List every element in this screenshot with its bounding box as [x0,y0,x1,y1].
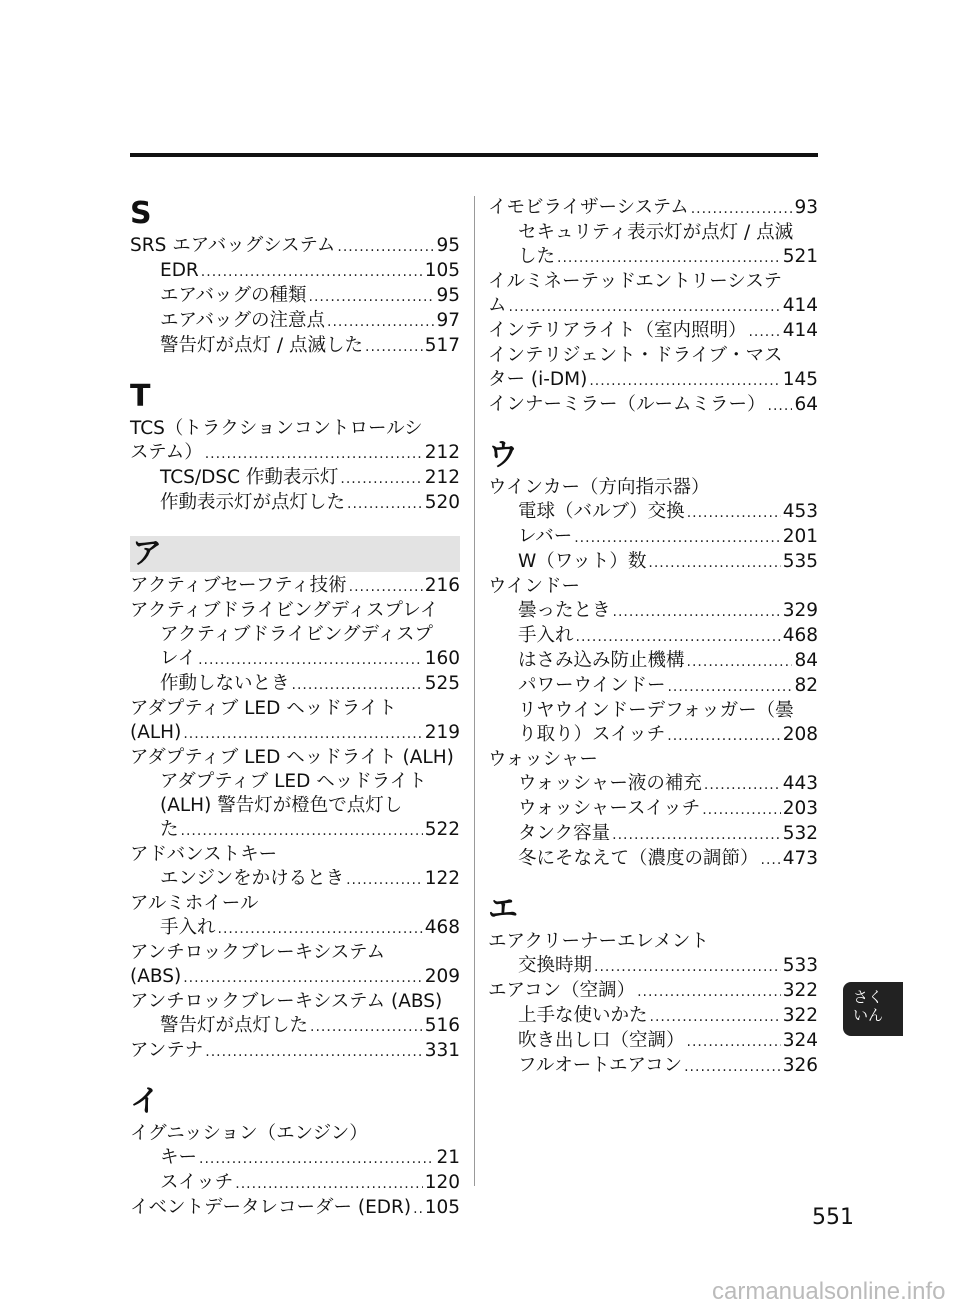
leader-dots [574,526,780,550]
entry-term: キー [160,1147,198,1168]
index-entry[interactable] [488,221,818,245]
watermark: carmanualsonline.info [712,1278,946,1305]
index-entry[interactable] [488,270,818,294]
leader-dots [761,848,781,872]
entry-page: 105 [424,260,460,281]
leader-dots [205,1040,422,1064]
leader-dots [292,673,423,697]
index-entry[interactable] [130,334,460,359]
entry-term: アルミホイール [130,893,259,914]
entry-page: 82 [794,675,818,696]
leader-dots [413,1197,423,1221]
index-entry[interactable] [130,965,460,990]
index-entry[interactable] [488,599,818,624]
index-entry[interactable] [488,245,818,270]
entry-term: インナーミラー（ルームミラー） [488,394,766,415]
entry-term: イルミネーテッドエントリーシステ [488,271,782,292]
entry-page: 105 [424,1197,460,1218]
index-entry[interactable] [130,1039,460,1064]
entry-term: (ALH) 警告灯が橙色で点灯し [160,795,403,816]
entry-term: 電球（バルブ）交換 [518,501,685,522]
index-entry[interactable] [488,294,818,319]
entry-term: レバー [518,526,573,547]
entry-term: ター (i-DM) [488,369,588,390]
entry-page: 517 [424,335,460,356]
index-entry[interactable] [130,599,460,623]
leader-dots [198,648,423,672]
top-rule [130,153,818,157]
column-divider [474,196,475,1186]
index-entry[interactable] [130,1014,460,1039]
leader-dots [612,823,781,847]
index-entry[interactable] [488,674,818,699]
entry-term: アドバンストキー [130,844,278,865]
leader-dots [218,917,423,941]
entry-page: 532 [782,823,818,844]
index-entry[interactable] [488,344,818,368]
entry-page: 216 [424,575,460,596]
leader-dots [687,1030,781,1054]
index-entry[interactable] [130,892,460,916]
entry-page: 95 [436,285,460,306]
entry-page: 97 [436,310,460,331]
leader-dots [684,1055,781,1079]
entry-page: 219 [424,722,460,743]
leader-dots [748,320,780,344]
entry-term: アンテナ [130,1040,204,1061]
entry-page: 145 [782,369,818,390]
index-entry[interactable] [130,284,460,309]
entry-page: 120 [424,1172,460,1193]
entry-page: 95 [436,235,460,256]
index-entry[interactable] [130,491,460,516]
entry-term: エンジンをかけるとき [160,868,345,889]
entry-term: アクティブドライビングディスプ [160,624,434,645]
leader-dots [340,467,422,491]
index-entry[interactable] [488,393,818,418]
entry-term: SRS エアバッグシステム [130,235,336,256]
leader-dots [687,501,781,525]
entry-term: レイ [160,648,197,669]
index-section [130,379,460,516]
entry-term: アンチロックブレーキシステム (ABS) [130,991,443,1012]
index-entry[interactable] [488,1004,818,1029]
entry-page: 212 [424,467,460,488]
entry-term: アクティブドライビングディスプレイ [130,600,439,621]
leader-dots [181,819,423,843]
index-entry[interactable] [488,575,818,599]
entry-term: 曇ったとき [518,600,611,621]
index-entry[interactable] [130,916,460,941]
entry-page: 535 [782,551,818,572]
index-entry[interactable] [488,847,818,872]
index-entry[interactable] [130,441,460,466]
index-entry[interactable] [130,1171,460,1196]
entry-term: 吹き出し口（空調） [518,1030,685,1051]
leader-dots [768,394,793,418]
index-entry[interactable] [130,941,460,965]
index-entry[interactable] [488,319,818,344]
entry-term: アクティブセーフティ技術 [130,575,347,596]
entry-term: インテリアライト（室内照明） [488,320,747,341]
section-heading: S [130,196,152,231]
entry-term: 手入れ [518,625,574,646]
index-entry[interactable] [130,623,460,647]
index-entry[interactable] [488,979,818,1004]
leader-dots [346,868,423,892]
leader-dots [687,650,793,674]
leader-dots [637,980,781,1004]
entry-term: パワーウインドー [518,675,666,696]
index-entry[interactable] [488,930,818,954]
index-entry[interactable] [130,721,460,746]
leader-dots [594,955,781,979]
entry-term: フルオートエアコン [518,1055,683,1076]
entry-term: エアバッグの種類 [160,285,307,306]
entry-term: 冬にそなえて（濃度の調節） [518,848,759,869]
entry-page: 522 [424,819,460,840]
entry-page: 521 [782,246,818,267]
index-entry[interactable] [130,672,460,697]
index-entry[interactable] [488,550,818,575]
entry-term: ステム） [130,442,203,463]
index-entry[interactable] [488,1054,818,1079]
entry-page: 414 [782,295,818,316]
leader-dots [205,442,423,466]
entry-page: 414 [782,320,818,341]
entry-page: 201 [782,526,818,547]
entry-page: 326 [782,1055,818,1076]
entry-term: エアクリーナーエレメント [488,931,709,952]
entry-page: 329 [782,600,818,621]
leader-dots [576,625,781,649]
entry-page: 93 [794,197,818,218]
entry-page: 525 [424,673,460,694]
entry-page: 468 [424,917,460,938]
entry-page: 209 [424,966,460,987]
entry-term: リヤウインドーデフォッガー（曇 [518,700,794,721]
index-entry[interactable] [488,196,818,221]
index-entry[interactable] [130,309,460,334]
section-heading: イ [130,1084,160,1119]
index-column-left [130,196,460,1241]
entry-term: アダプティブ LED ヘッドライト [160,771,427,792]
index-section [488,438,818,872]
entry-term: 交換時期 [518,955,593,976]
leader-dots [327,310,434,334]
entry-page: 64 [794,394,818,415]
entry-page: 160 [424,648,460,669]
entry-page: 84 [794,650,818,671]
entry-term: た [160,819,179,840]
index-entry[interactable] [130,234,460,259]
entry-term: 作動表示灯が点灯した [160,492,346,513]
index-entry[interactable] [130,1122,460,1146]
index-section [130,536,460,1064]
entry-term: スイッチ [160,1172,234,1193]
entry-term: イモビライザーシステム [488,197,689,218]
entry-term: 上手な使いかた [518,1005,648,1026]
page-number: 551 [812,1205,854,1230]
index-entry[interactable] [488,699,818,723]
entry-term: W（ワット）数 [518,551,647,572]
entry-term: ウォッシャー [488,749,598,770]
index-section [488,196,818,418]
entry-term: (ABS) [130,966,182,987]
leader-dots [201,260,423,284]
index-entry[interactable] [130,867,460,892]
index-entry[interactable] [130,1196,460,1221]
section-heading: エ [488,892,518,927]
index-entry[interactable] [488,1029,818,1054]
section-heading: T [130,379,151,414]
entry-term: ウインドー [488,576,580,597]
entry-page: 533 [782,955,818,976]
index-entry[interactable] [488,649,818,674]
entry-term: アダプティブ LED ヘッドライト [130,698,397,719]
index-entry[interactable] [130,574,460,599]
leader-dots [509,295,781,319]
index-entry[interactable] [130,417,460,441]
entry-term: り取り）スイッチ [518,724,666,745]
leader-dots [667,724,780,748]
index-entry[interactable] [130,466,460,491]
entry-term: TCS/DSC 作動表示灯 [160,467,339,488]
entry-term: ウォッシャー液の補充 [518,773,702,794]
entry-term: アンチロックブレーキシステム [130,942,386,963]
index-entry[interactable] [130,697,460,721]
entry-page: 516 [424,1015,460,1036]
leader-dots [347,492,423,516]
index-entry[interactable] [130,746,460,770]
entry-term: イグニッション（エンジン） [130,1123,368,1144]
entry-term: TCS（トラクションコントロールシ [130,418,423,439]
entry-term: (ALH) [130,722,182,743]
entry-term: 警告灯が点灯 / 点滅した [160,335,363,356]
entry-term: 作動しないとき [160,673,290,694]
index-entry[interactable] [488,368,818,393]
entry-page: 122 [424,868,460,889]
entry-page: 322 [782,980,818,1001]
index-entry[interactable] [130,259,460,284]
leader-dots [589,369,780,393]
entry-term: イベントデータレコーダー (EDR) [130,1197,412,1218]
leader-dots [613,600,781,624]
index-entry[interactable] [488,954,818,979]
entry-term: 手入れ [160,917,216,938]
leader-dots [337,235,434,259]
entry-term: ウォッシャースイッチ [518,798,701,819]
leader-dots [667,675,792,699]
entry-term: はさみ込み防止機構 [518,650,685,671]
entry-term: ム [488,295,507,316]
leader-dots [557,246,781,270]
index-entry[interactable] [488,525,818,550]
entry-term: EDR [160,260,199,281]
index-tab-label: さく いん [853,988,884,1024]
index-tab [843,982,903,1036]
entry-term: エアバッグの注意点 [160,310,326,331]
leader-dots [183,722,422,746]
entry-term: エアコン（空調） [488,980,636,1001]
index-entry[interactable] [130,794,460,818]
leader-dots [691,197,793,221]
entry-page: 331 [424,1040,460,1061]
index-entry[interactable] [130,990,460,1014]
entry-page: 443 [782,773,818,794]
entry-page: 203 [782,798,818,819]
leader-dots [310,1015,423,1039]
entry-term: セキュリティ表示灯が点灯 / 点滅 [518,222,794,243]
entry-page: 322 [782,1005,818,1026]
leader-dots [309,285,435,309]
leader-dots [365,335,423,359]
index-section [488,892,818,1079]
leader-dots [648,551,780,575]
leader-dots [199,1147,434,1171]
leader-dots [650,1005,781,1029]
entry-page: 468 [782,625,818,646]
entry-page: 453 [782,501,818,522]
index-entry[interactable] [488,624,818,649]
index-entry[interactable] [488,723,818,748]
entry-term: ウインカー（方向指示器） [488,477,710,498]
index-entry[interactable] [488,797,818,822]
index-entry[interactable] [488,822,818,847]
index-entry[interactable] [130,843,460,867]
entry-term: タンク容量 [518,823,611,844]
leader-dots [183,966,422,990]
section-heading: ウ [488,438,518,473]
entry-term: した [518,246,556,267]
index-entry[interactable] [488,476,818,500]
index-entry[interactable] [488,500,818,525]
leader-dots [704,773,781,797]
index-column-right [488,196,818,1099]
index-entry[interactable] [130,647,460,672]
index-entry[interactable] [130,1146,460,1171]
entry-page: 21 [436,1147,460,1168]
entry-page: 324 [782,1030,818,1051]
index-section [130,1084,460,1221]
entry-page: 473 [782,848,818,869]
leader-dots [235,1172,422,1196]
entry-page: 520 [424,492,460,513]
leader-dots [349,575,423,599]
entry-page: 208 [782,724,818,745]
index-entry[interactable] [488,772,818,797]
index-entry[interactable] [130,818,460,843]
entry-term: アダプティブ LED ヘッドライト (ALH) [130,747,454,768]
entry-page: 212 [424,442,460,463]
index-entry[interactable] [130,770,460,794]
entry-term: インテリジェント・ドライブ・マス [488,345,783,366]
index-section [130,196,460,359]
index-entry[interactable] [488,748,818,772]
entry-term: 警告灯が点灯した [160,1015,309,1036]
section-heading: ア [130,536,460,572]
leader-dots [702,798,780,822]
